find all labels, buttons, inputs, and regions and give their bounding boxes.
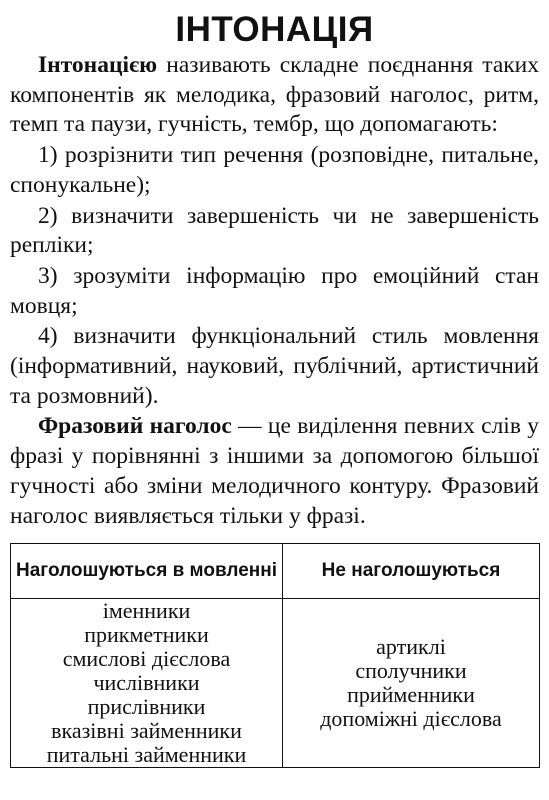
stressed-item: вказівні займенники [51, 718, 242, 744]
stressed-item: питальні займенники [46, 742, 247, 768]
table-header-row [11, 544, 540, 599]
stressed-list [11, 599, 282, 767]
table-row [11, 599, 540, 768]
stressed-cell [11, 599, 283, 768]
header-unstressed: Не наголошуються [283, 544, 540, 599]
list-item: 1) розрізнити тип речення (розповідне, питальне, спонукальне); [10, 142, 539, 198]
unstressed-list [283, 635, 539, 731]
page-title: ІНТОНАЦІЯ [175, 10, 374, 49]
stressed-item: прикметники [84, 622, 209, 648]
definition-term: Фразовий наголос [38, 413, 232, 440]
unstressed-item: прийменники [347, 682, 475, 708]
body-text [10, 51, 539, 531]
stress-table [10, 543, 540, 768]
definition-paragraph [10, 412, 539, 531]
unstressed-item: сполучники [355, 658, 467, 684]
intro-term: Інтонацією [38, 52, 158, 78]
list-item: 4) визначити функціональний стиль мовлення (інформативний, науковий, публічний, артистичний та розмовний). [10, 323, 539, 409]
intro-paragraph [10, 51, 539, 140]
unstressed-item: артиклі [376, 634, 446, 660]
header-stressed: Наголошуються в мовленні [11, 544, 283, 599]
unstressed-cell [283, 599, 540, 768]
stressed-item: іменники [102, 598, 191, 624]
stressed-item: прислівники [87, 694, 206, 720]
stressed-item: смислові дієслова [62, 646, 231, 672]
list-item: 2) визначити завершеність чи не завершеність репліки; [10, 202, 539, 259]
list-item: 3) зрозуміти інформацію про емоційний стан мовця; [10, 262, 539, 319]
intro-text: називають складне поєднання таких компонентів як мелодика, фразовий наголос, ритм, темп та паузи, гучність, тембр, що допомагають: [10, 52, 539, 138]
stressed-item: числівники [93, 670, 200, 696]
definition-text: — це виділення певних слів у фразі у порівнянні з іншими за допомогою більшої гучності або зміни мелодичного контуру. Фразовий наголос виявляється тільки у фразі. [10, 413, 539, 529]
unstressed-item: допоміжні дієслова [320, 706, 502, 732]
